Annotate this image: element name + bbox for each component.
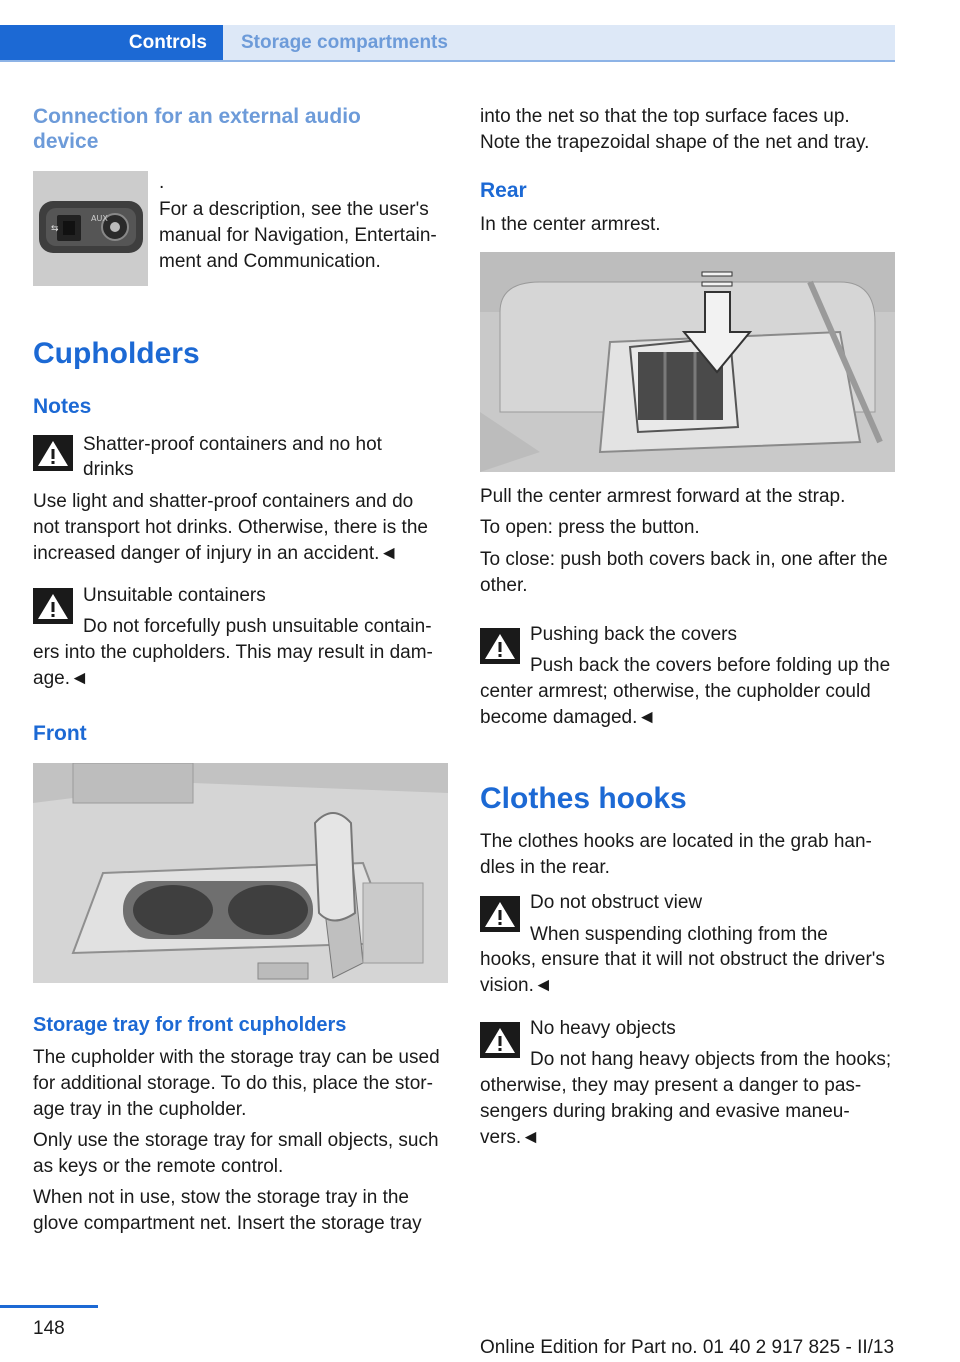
warning3-body-3: become damaged.◄ <box>480 707 657 728</box>
warning-triangle-icon <box>33 588 73 624</box>
front-cupholder-image <box>33 763 448 983</box>
page-number: 148 <box>33 1318 65 1339</box>
warning5-body-3: sengers during braking and evasive maneu- <box>480 1101 850 1122</box>
warning2-body-2: ers into the cupholders. This may result in dam- <box>33 642 433 663</box>
storage-tray-heading: Storage tray for front cupholders <box>33 1014 347 1036</box>
warning-triangle-icon <box>33 435 73 471</box>
warning5-body-4: vers.◄ <box>480 1127 540 1148</box>
warning5-body-1: Do not hang heavy objects from the hooks; <box>530 1049 892 1070</box>
warning-triangle-icon <box>480 628 520 664</box>
header-tab-storage <box>223 25 895 61</box>
warning5-title: No heavy objects <box>530 1018 676 1039</box>
audio-desc-3: ment and Communication. <box>159 251 381 272</box>
svg-text:AUX: AUX <box>91 214 108 223</box>
tray-p2-1: Only use the storage tray for small objects, such <box>33 1130 439 1151</box>
warning4-body-2: hooks, ensure that it will not obstruct the driver's <box>480 949 885 970</box>
aux-usb-port-image <box>33 171 148 286</box>
header-rule <box>0 60 895 62</box>
warning3-body-1: Push back the covers before folding up the <box>530 655 891 676</box>
rear-desc: In the center armrest. <box>480 214 661 235</box>
header-tab-controls-label: Controls <box>128 32 207 53</box>
tray-p1-1: The cupholder with the storage tray can be used <box>33 1047 440 1068</box>
footer-rule <box>0 1305 98 1308</box>
continued-1: into the net so that the top surface faces up. <box>480 106 850 127</box>
warning5-body-2: otherwise, they may present a danger to pas- <box>480 1075 862 1096</box>
warning-triangle-icon <box>480 896 520 932</box>
close-text-2: other. <box>480 575 528 596</box>
tray-p2-2: as keys or the remote control. <box>33 1156 284 1177</box>
warning1-title-2: drinks <box>83 459 134 480</box>
cupholders-heading: Cupholders <box>33 337 200 370</box>
hooks-p-2: dles in the rear. <box>480 857 610 878</box>
audio-desc-1: For a description, see the user's <box>159 199 429 220</box>
warning4-body-3: vision.◄ <box>480 975 553 996</box>
warning-triangle-icon <box>480 1022 520 1058</box>
svg-text:⇆: ⇆ <box>51 224 59 234</box>
audio-desc-2: manual for Navigation, Entertain- <box>159 225 437 246</box>
front-heading: Front <box>33 722 87 745</box>
continued-2: Note the trapezoidal shape of the net and tray. <box>480 132 870 153</box>
warning4-body-1: When suspending clothing from the <box>530 924 828 945</box>
close-text-1: To close: push both covers back in, one after the <box>480 549 888 570</box>
rear-armrest-image <box>480 252 895 472</box>
warning1-body-2: not transport hot drinks. Otherwise, there is the <box>33 517 428 538</box>
audio-section-title-2: device <box>33 130 99 153</box>
audio-section-title-1: Connection for an external audio <box>33 105 361 128</box>
warning1-title-1: Shatter-proof containers and no hot <box>83 434 382 455</box>
warning1-body-3: increased danger of injury in an accident.◄ <box>33 543 399 564</box>
warning2-body-1: Do not forcefully push unsuitable contain- <box>83 616 432 637</box>
header-tab-controls <box>0 25 223 61</box>
tray-p3-1: When not in use, stow the storage tray in the <box>33 1187 409 1208</box>
notes-heading: Notes <box>33 395 92 418</box>
warning2-body-3: age.◄ <box>33 668 89 689</box>
audio-dot: . <box>159 172 165 193</box>
header-tab-storage-label: Storage compartments <box>241 32 448 53</box>
pull-text: Pull the center armrest forward at the strap. <box>480 486 846 507</box>
tray-p1-3: age tray in the cupholder. <box>33 1099 247 1120</box>
edition-info: Online Edition for Part no. 01 40 2 917 825 - II/13 <box>480 1337 895 1358</box>
hooks-p-1: The clothes hooks are located in the grab han- <box>480 831 872 852</box>
open-text: To open: press the button. <box>480 517 700 538</box>
rear-heading: Rear <box>480 179 527 202</box>
warning1-body-1: Use light and shatter-proof containers and do <box>33 491 414 512</box>
warning3-title: Pushing back the covers <box>530 624 738 645</box>
tray-p3-2: glove compartment net. Insert the storage tray <box>33 1213 422 1234</box>
warning4-title: Do not obstruct view <box>530 892 703 913</box>
tray-p1-2: for additional storage. To do this, place the stor- <box>33 1073 433 1094</box>
warning3-body-2: center armrest; otherwise, the cupholder could <box>480 681 871 702</box>
clothes-hooks-heading: Clothes hooks <box>480 782 687 815</box>
warning2-title: Unsuitable containers <box>83 585 266 606</box>
